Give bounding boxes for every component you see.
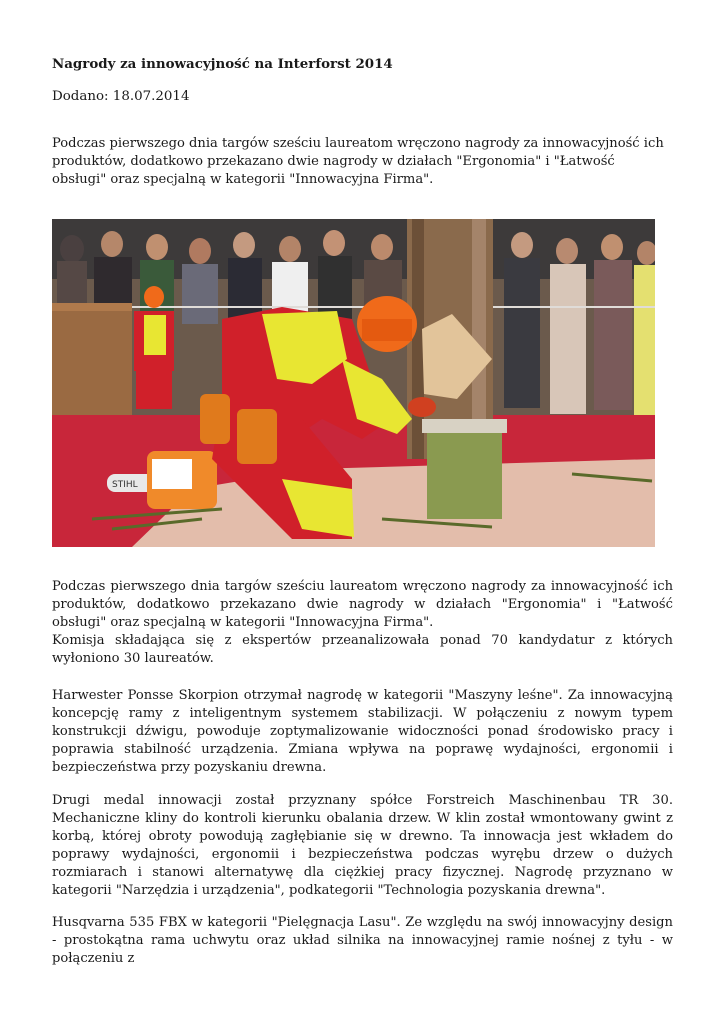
article-paragraph-3 [52, 792, 673, 900]
paragraph-text: Podczas pierwszego dnia targów sześciu laureatom wręczono nagrody za innowacyjność ich produktów, dodatkowo przekazano dwie nagrody w działach "Ergonomia" i "Łatwość obsługi" oraz specjalną w kategorii "Innowacyjna Firma". [52, 579, 673, 630]
article-intro: Podczas pierwszego dnia targów sześciu laureatom wręczono nagrody za innowacyjność ich produktów, dodatkowo przekazano dwie nagrody w działach "Ergonomia" i "Łatwość obsługi" oraz specjalną w kategorii "Innowacyjna Firma". [52, 136, 664, 187]
paragraph-text: Komisja składająca się z ekspertów przeanalizowała ponad 70 kandydatur z których wyłoniono 30 laureatów. [52, 633, 673, 666]
article-paragraph-2 [52, 687, 673, 777]
paragraph-text: Drugi medal innowacji został przyznany spółce Forstreich Maschinenbau TR 30. Mechaniczne kliny do kontroli kierunku obalania drzew. W klin został wmontowany gwint z korbą, której obroty powodują zagłębianie się w drewno. Ta innowacja jest wkładem do poprawy wydajności, ergonomii i bezpieczeństwa podczas wyrębu drzew o dużych rozmiarach i stanowi alternatywę dla ciężkiej pracy fizycznej. Nagrodę przyznano w kategorii "Narzędzia i urządzenia", podkategorii "Technologia pozyskania drewna". [52, 793, 673, 898]
article-title: Nagrody za innowacyjność na Interforst 2014 [52, 56, 393, 72]
paragraph-text: Husqvarna 535 FBX w kategorii "Pielęgnacja Lasu". Ze względu na swój innowacyjny design - prostokątna rama uchwytu oraz układ silnika na innowacyjnej ramie nośnej z tyłu - w połączeniu z [52, 915, 673, 966]
article-paragraph-1 [52, 578, 673, 668]
article-paragraph-4 [52, 914, 673, 968]
chainsaw-brand-label: STIHL [112, 480, 138, 490]
article-date: Dodano: 18.07.2014 [52, 89, 190, 104]
paragraph-text: Harwester Ponsse Skorpion otrzymał nagrodę w kategorii "Maszyny leśne". Za innowacyjną koncepcję ramy z inteligentnym systemem stabilizacji. W połączeniu z nowym typem konstrukcji dźwigu, powoduje zoptymalizowanie widoczności ponad środowisko pracy i poprawia stabilność urządzenia. Zmiana wpływa na poprawę wydajności, ergonomii i bezpieczeństwa przy pozyskaniu drewna. [52, 688, 673, 775]
lumberjack-competition-image [52, 219, 655, 547]
article-photo [52, 219, 655, 547]
